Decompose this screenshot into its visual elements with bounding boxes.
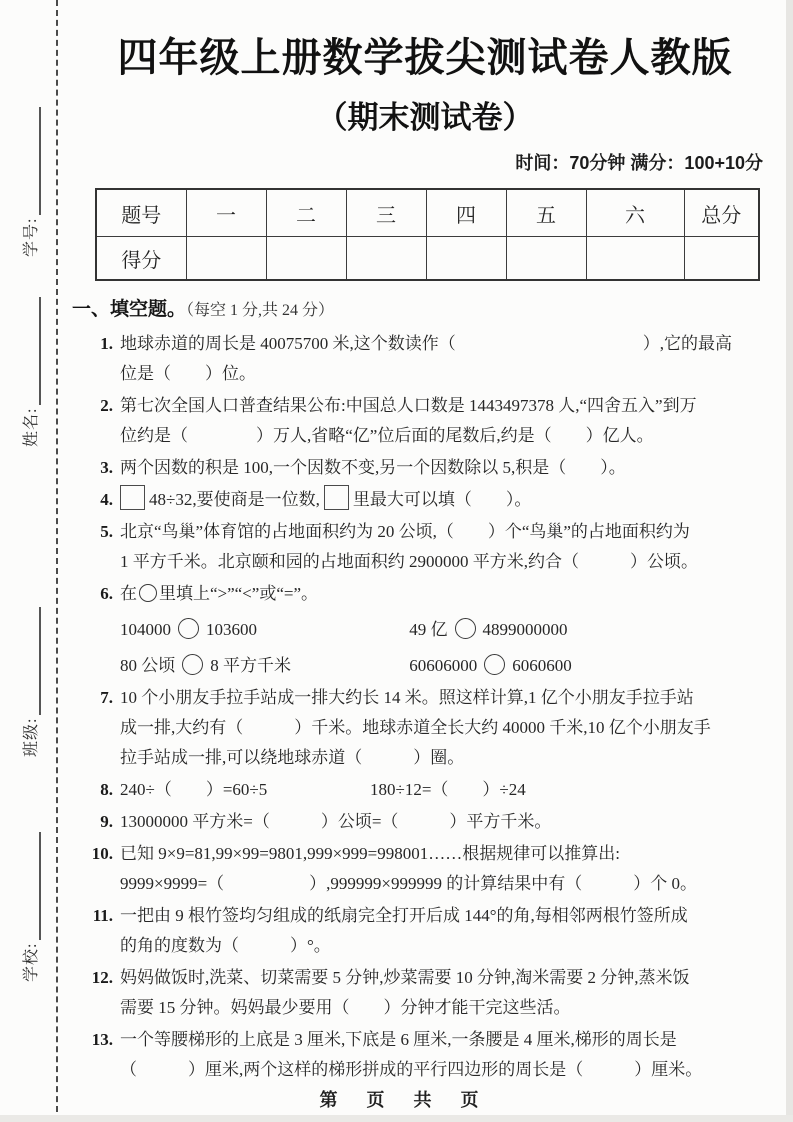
header-cell-6: 六 [586,189,684,237]
name-label: 姓名: [23,407,40,447]
question-line: 1 平方千米。北京颐和园的占地面积约 2900000 平方米,约合（ ）公顷。 [120,552,698,571]
header-cell-3: 三 [346,189,426,237]
school-blank-line [24,832,41,940]
question-line: 需要 15 分钟。妈妈最少要用（ ）分钟才能干完这些活。 [120,998,571,1017]
compare-left-value: 49 亿 [409,620,448,639]
exam-meta: 时间：70分钟 满分：100+10分 [515,153,763,173]
compare-pair [120,651,405,681]
blank-box [120,485,145,510]
footer-page-label: 第 页 共 页 [319,1090,491,1110]
compare-left-value: 104000 [120,620,171,639]
section-title: 一、填空题。 [72,299,187,320]
score-table [95,188,760,281]
question-line: 拉手站成一排,可以绕地球赤道（ ）圈。 [120,748,465,767]
question-number: 8. [100,780,113,799]
header-cell-4: 四 [426,189,506,237]
compare-left-value: 80 公顷 [120,656,176,675]
question-2 [100,391,775,451]
scan-edge-bottom [0,1115,793,1122]
score-cell [266,237,346,281]
section-note: （每空 1 分,共 24 分） [186,302,335,319]
question-line: 位约是（ ）万人,省略“亿”位后面的尾数后,约是（ ）亿人。 [120,426,654,445]
question-number: 5. [100,522,113,541]
scan-edge-right [786,0,793,1122]
question-12 [91,963,775,1023]
score-table-score-row [96,237,759,281]
question-line: 一个等腰梯形的上底是 3 厘米,下底是 6 厘米,一条腰是 4 厘米,梯形的周长是 [120,1030,677,1049]
question-number: 2. [100,396,113,415]
sidebar-field-name [19,267,41,447]
question-line: 位是（ ）位。 [120,364,256,383]
question-13 [91,1025,775,1085]
name-blank-line [24,297,41,405]
compare-pair [409,615,694,645]
header-cell-1: 一 [186,189,266,237]
dashed-cut-line [56,0,58,1122]
question-6 [100,579,775,681]
compare-right-value: 6060600 [512,656,572,675]
header-cell-question-no: 题号 [96,189,186,237]
question-5 [100,517,775,577]
fill-in-blank-questions [91,329,775,1085]
equation-left: 240÷（ ）=60÷5 [120,780,268,799]
compare-pair [120,615,405,645]
question-text: 里最大可以填（ ）。 [352,490,532,509]
question-number: 13. [91,1030,113,1049]
compare-right-value: 4899000000 [482,620,568,639]
score-cell [426,237,506,281]
score-cell [186,237,266,281]
question-number: 3. [100,458,113,477]
class-label: 班级: [23,717,40,757]
page-title: 四年级上册数学拔尖测试卷人教版 [117,36,733,80]
compare-circle [178,618,199,639]
sidebar-field-student-id [19,77,41,257]
question-line: 的角的度数为（ ）°。 [120,936,331,955]
question-line: 地球赤道的周长是 40075700 米,这个数读作（ ）,它的最高 [120,334,732,353]
compare-left-value: 60606000 [409,656,478,675]
school-label: 学校: [23,942,40,982]
question-line: 北京“鸟巢”体育馆的占地面积约为 20 公顷,（ ）个“鸟巢”的占地面积约为 [120,522,690,541]
question-line: （ ）厘米,两个这样的梯形拼成的平行四边形的周长是（ ）厘米。 [120,1060,703,1079]
score-cell [346,237,426,281]
question-number: 11. [92,906,113,925]
score-label-cell: 得分 [96,237,186,281]
compare-row [120,651,775,681]
question-text: 48÷32,要使商是一位数, [149,490,320,509]
class-blank-line [24,607,41,715]
question-line: 一把由 9 根竹签均匀组成的纸扇完全打开后成 144°的角,每相邻两根竹签所成 [120,906,688,925]
question-number: 12. [91,968,113,987]
compare-circle [455,618,476,639]
question-number: 7. [100,688,113,707]
question-line: 两个因数的积是 100,一个因数不变,另一个因数除以 5,积是（ ）。 [120,458,626,477]
header-cell-5: 五 [506,189,586,237]
student-id-label: 学号: [23,217,40,257]
main-content [72,0,775,1087]
question-3 [100,453,775,483]
question-line [120,485,775,515]
score-cell [586,237,684,281]
question-line [120,579,775,609]
compare-right-value: 103600 [206,620,257,639]
header-cell-total: 总分 [684,189,759,237]
question-number: 9. [100,812,113,831]
compare-circle [484,654,505,675]
sidebar-field-class [19,577,41,757]
question-line: 妈妈做饭时,洗菜、切菜需要 5 分钟,炒菜需要 10 分钟,淘米需要 2 分钟,蒸米饭 [120,968,690,987]
question-line: 10 个小朋友手拉手站成一排大约长 14 米。照这样计算,1 亿个小朋友手拉手站 [120,688,694,707]
question-line: 13000000 平方米=（ ）公顷=（ ）平方千米。 [120,812,552,831]
compare-circle [182,654,203,675]
compare-row [120,615,775,645]
sidebar-field-school [19,802,41,982]
question-7 [100,683,775,773]
score-table-header-row [96,189,759,237]
compare-right-value: 8 平方千米 [210,656,291,675]
question-text: 在 [120,584,137,603]
question-number: 10. [91,844,113,863]
question-10 [91,839,775,899]
section-heading [72,297,775,324]
blank-box [324,485,349,510]
student-id-blank-line [24,107,41,215]
question-line: 9999×9999=（ ）,999999×999999 的计算结果中有（ ）个 0。 [120,874,698,893]
question-line: 第七次全国人口普查结果公布:中国总人口数是 1443497378 人,“四舍五入”到万 [120,396,697,415]
question-4 [100,485,775,515]
question-number: 4. [100,490,113,509]
header-cell-2: 二 [266,189,346,237]
question-8 [100,775,775,805]
question-number: 1. [100,334,113,353]
question-11 [92,901,775,961]
score-cell [506,237,586,281]
page-subtitle: （期末测试卷） [316,100,534,135]
equation-right: 180÷12=（ ）÷24 [370,780,526,799]
question-number: 6. [100,584,113,603]
question-text: 里填上“>”“<”或“=”。 [159,584,319,603]
score-cell [684,237,759,281]
question-line: 成一排,大约有（ ）千米。地球赤道全长大约 40000 千米,10 亿个小朋友手 [120,718,711,737]
question-9 [100,807,775,837]
compare-circle [139,584,157,602]
question-1 [100,329,775,389]
question-line [120,775,775,805]
question-line: 已知 9×9=81,99×99=9801,999×999=998001……根据规律可以推算出: [120,844,620,863]
compare-pair [409,651,694,681]
